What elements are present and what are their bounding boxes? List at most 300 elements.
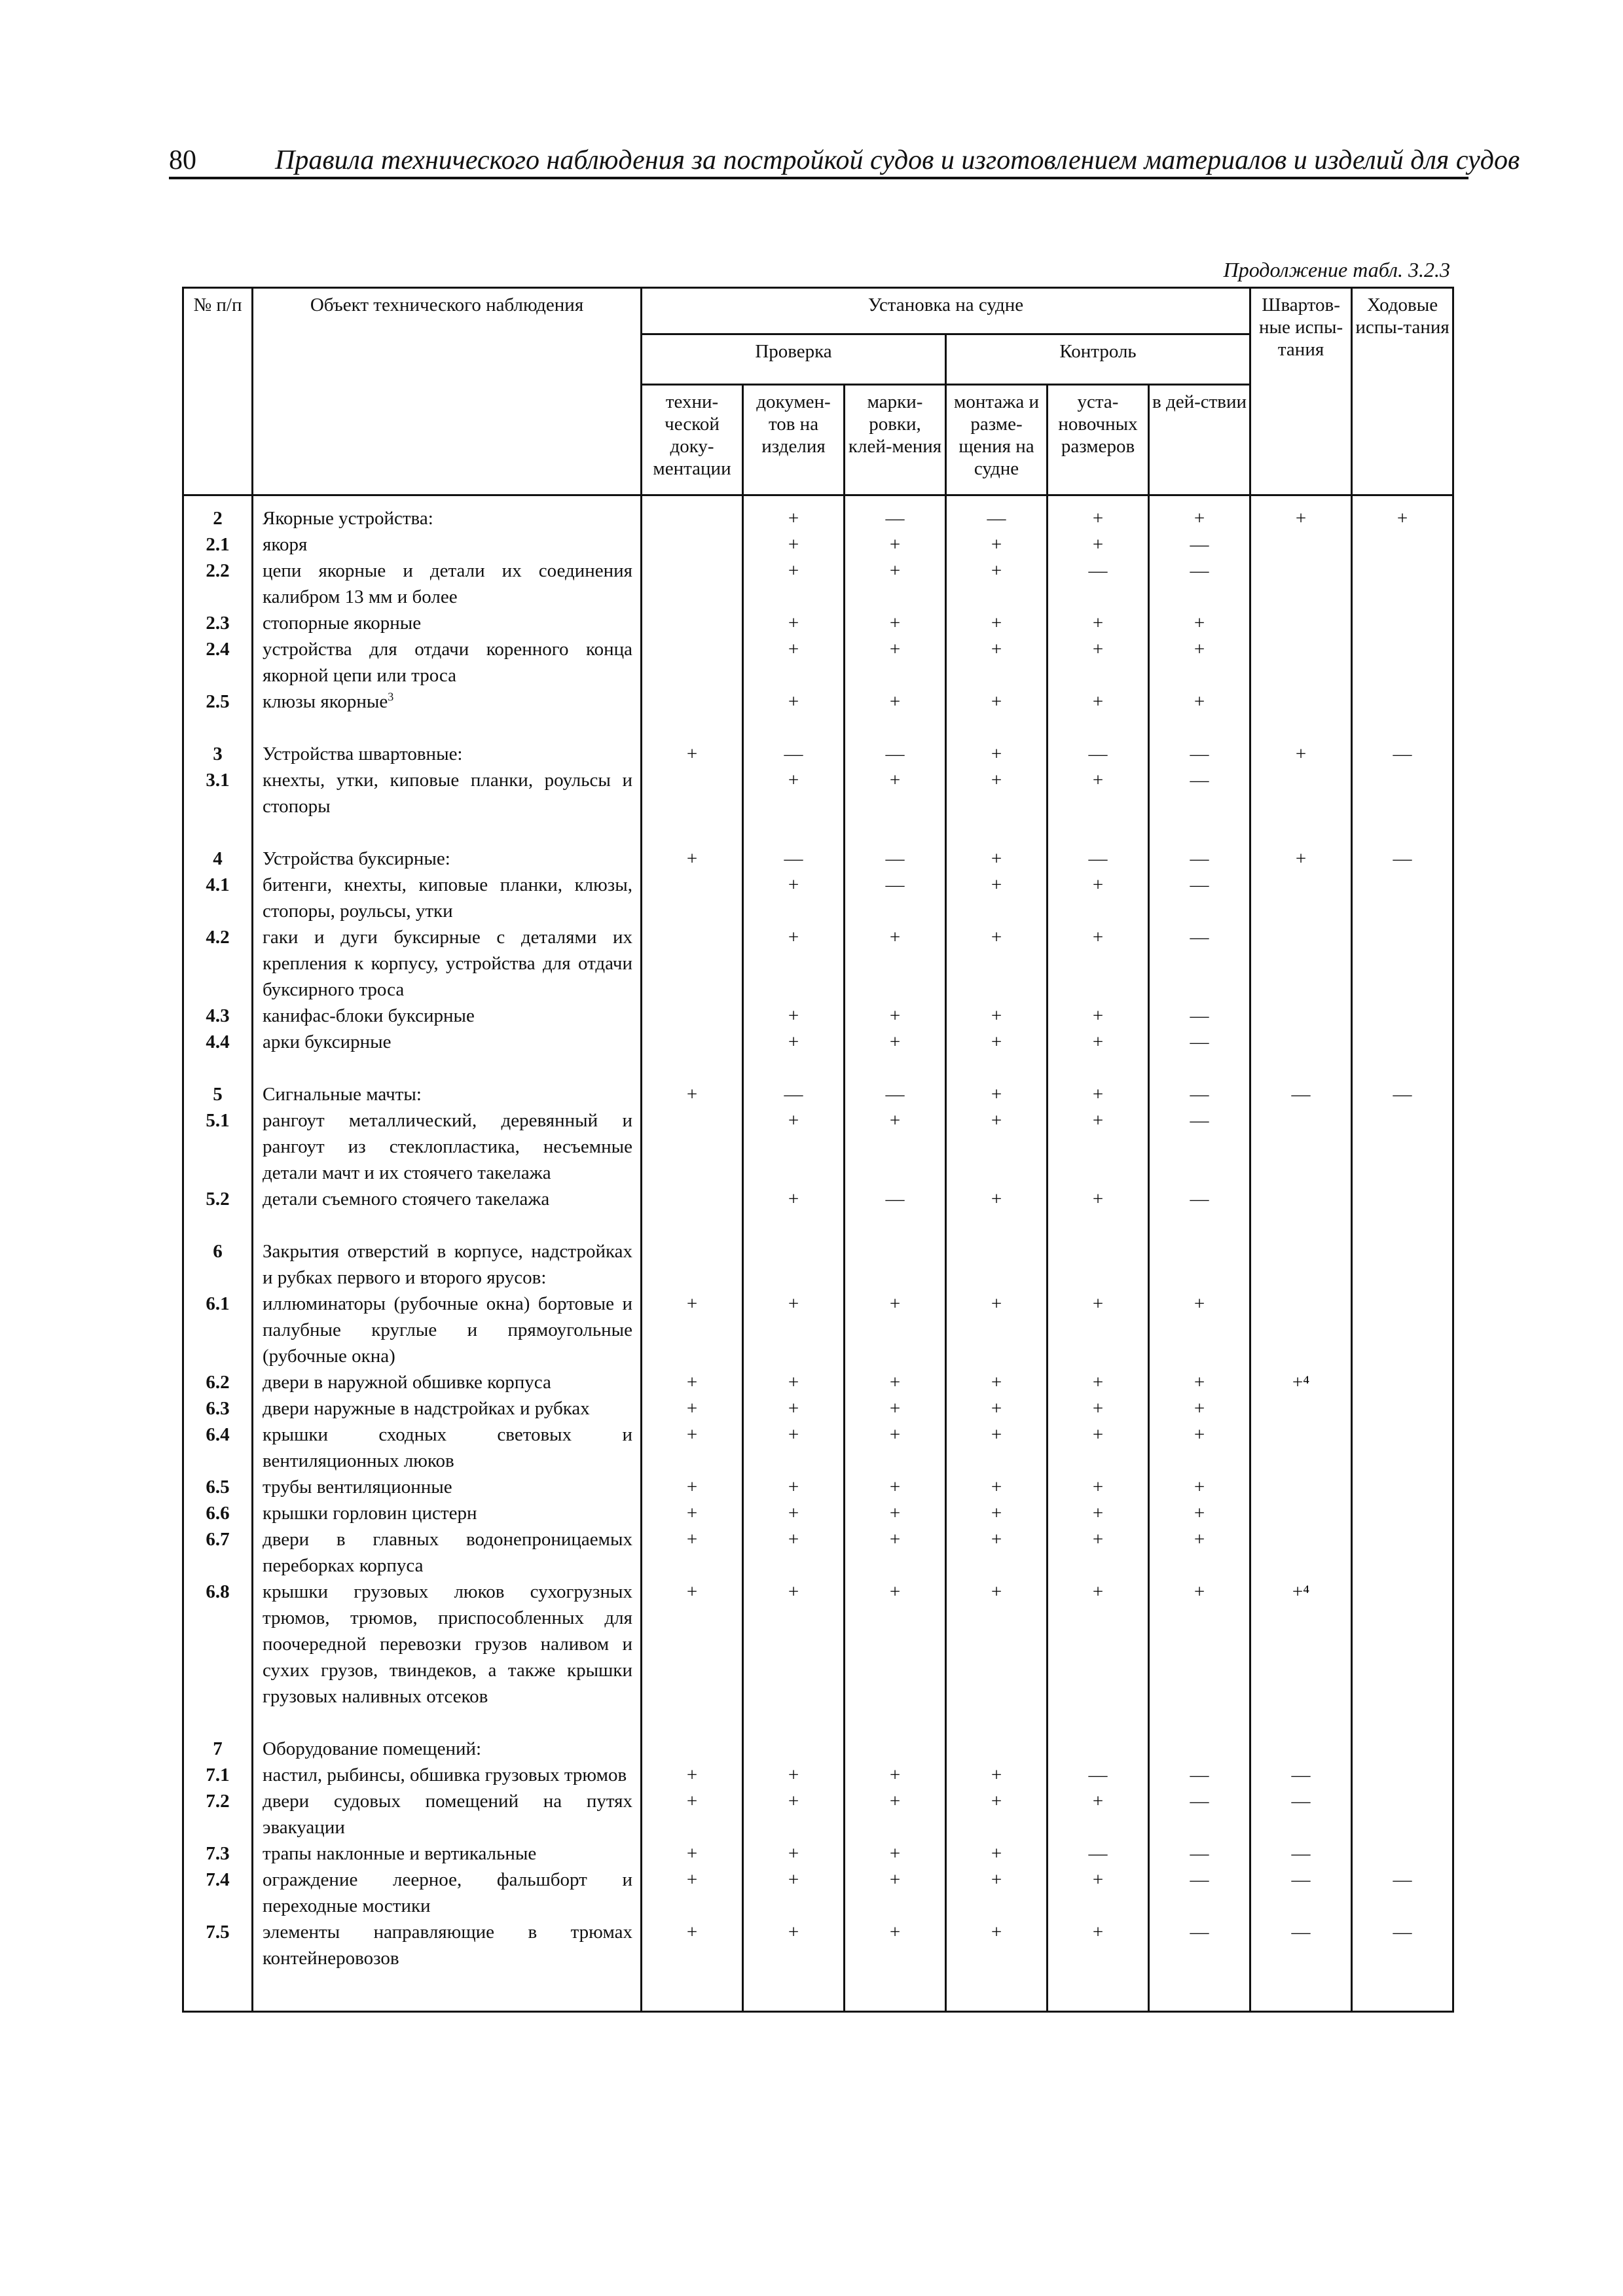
mark-cell: + [743, 1186, 845, 1212]
row-object-text: Оборудование помещений: [263, 1738, 482, 1759]
mark-cell [642, 531, 743, 558]
mark-cell [1352, 636, 1453, 689]
mark-cell: + [946, 1029, 1048, 1055]
mark-cell: + [1048, 1029, 1149, 1055]
mark-cell [642, 495, 743, 532]
mark-cell: + [642, 1422, 743, 1474]
row-object [253, 495, 642, 532]
spacer-cell [1048, 1710, 1149, 1736]
spacer-cell [642, 1710, 743, 1736]
row-object-text: иллюминаторы (рубочные окна) бортовые и палубные круглые и прямоугольные (рубочные окна) [263, 1293, 632, 1367]
mark-cell: — [845, 495, 946, 532]
row-object-text: трубы вентиляционные [263, 1477, 452, 1498]
spacer-row [183, 1710, 1453, 1736]
table-row [183, 1919, 1453, 1971]
mark-cell [1250, 1526, 1352, 1579]
mark-cell [642, 1736, 743, 1762]
row-number: 3.1 [183, 767, 253, 819]
mark-cell: — [1149, 1840, 1250, 1867]
mark-cell: + [946, 846, 1048, 872]
row-number: 6.8 [183, 1579, 253, 1710]
mark-cell: + [946, 689, 1048, 715]
table-row [183, 1736, 1453, 1762]
row-number: 6.5 [183, 1474, 253, 1500]
table-row [183, 741, 1453, 767]
mark-cell: + [1048, 924, 1149, 1003]
mark-cell: + [1048, 1186, 1149, 1212]
mark-cell: + [1149, 495, 1250, 532]
mark-cell: + [743, 872, 845, 924]
mark-cell: + [946, 1500, 1048, 1526]
spacer-cell [642, 819, 743, 846]
row-number: 5 [183, 1081, 253, 1107]
row-object [253, 1840, 642, 1867]
mark-cell: + [743, 1029, 845, 1055]
mark-cell [1250, 1238, 1352, 1291]
table-row [183, 1029, 1453, 1055]
mark-cell: — [1149, 1867, 1250, 1919]
row-object [253, 872, 642, 924]
mark-cell [1352, 1474, 1453, 1500]
mark-cell: — [1352, 741, 1453, 767]
row-object-text: Устройства швартовные: [263, 744, 463, 764]
mark-cell: — [1250, 1081, 1352, 1107]
row-number: 2.5 [183, 689, 253, 715]
row-number: 7.4 [183, 1867, 253, 1919]
mark-cell: + [1149, 636, 1250, 689]
table-row [183, 1081, 1453, 1107]
mark-cell [1352, 767, 1453, 819]
row-object-text: клюзы якорные [263, 691, 388, 712]
mark-cell [845, 1736, 946, 1762]
spacer-cell [253, 715, 642, 741]
spacer-cell [1048, 1212, 1149, 1238]
row-object-text: канифас-блоки буксирные [263, 1005, 475, 1026]
row-object-text: стопорные якорные [263, 613, 422, 634]
mark-cell: + [1048, 531, 1149, 558]
mark-cell: + [845, 558, 946, 610]
header-in-action: в дей-ствии [1149, 385, 1250, 495]
row-object-text: трапы наклонные и вертикальные [263, 1843, 537, 1864]
mark-cell [1352, 1107, 1453, 1186]
mark-cell: — [743, 741, 845, 767]
mark-cell: + [845, 1474, 946, 1500]
mark-cell: — [845, 1186, 946, 1212]
table-bottom-row [183, 1971, 1453, 2012]
spacer-row [183, 715, 1453, 741]
spacer-cell [1149, 819, 1250, 846]
mark-cell [642, 610, 743, 636]
spacer-cell [253, 819, 642, 846]
mark-cell: + [946, 610, 1048, 636]
mark-cell: + [743, 495, 845, 532]
header-install-dims: уста-новочных размеров [1048, 385, 1149, 495]
mark-cell: — [1048, 846, 1149, 872]
mark-cell: — [1250, 1762, 1352, 1788]
mark-cell: + [743, 924, 845, 1003]
mark-cell: — [1149, 531, 1250, 558]
spacer-cell [845, 1212, 946, 1238]
mark-cell: + [845, 636, 946, 689]
row-object-text: гаки и дуги буксирные с деталями их крепления к корпусу, устройства для отдачи буксирного троса [263, 927, 632, 1000]
mark-cell [642, 1107, 743, 1186]
mark-cell: + [743, 1919, 845, 1971]
mark-cell: + [1048, 1369, 1149, 1395]
mark-cell: + [1352, 495, 1453, 532]
spacer-row [183, 1055, 1453, 1081]
row-number: 6.4 [183, 1422, 253, 1474]
mark-cell: + [642, 1579, 743, 1710]
header-tech-docs: техни-ческой доку-ментации [642, 385, 743, 495]
spacer-cell [1048, 715, 1149, 741]
mark-cell: + [1149, 689, 1250, 715]
spacer-cell [1250, 819, 1352, 846]
row-number: 2.3 [183, 610, 253, 636]
mark-cell: — [1048, 1840, 1149, 1867]
mark-cell [1352, 1579, 1453, 1710]
mark-cell: — [1352, 1081, 1453, 1107]
bottom-cell [642, 1971, 743, 2012]
row-object [253, 1867, 642, 1919]
mark-cell: + [1048, 1081, 1149, 1107]
spacer-cell [743, 1212, 845, 1238]
mark-cell: + [743, 1003, 845, 1029]
spacer-row [183, 1212, 1453, 1238]
mark-cell: + [946, 1474, 1048, 1500]
mark-cell: + [1149, 1422, 1250, 1474]
row-object-text: крышки сходных световых и вентиляционных люков [263, 1424, 632, 1471]
spacer-cell [253, 1055, 642, 1081]
row-number: 6.1 [183, 1291, 253, 1369]
mark-cell: + [946, 872, 1048, 924]
mark-cell: + [1048, 1474, 1149, 1500]
mark-cell: + [946, 1867, 1048, 1919]
row-number: 5.1 [183, 1107, 253, 1186]
mark-cell: + [946, 1579, 1048, 1710]
mark-cell: + [845, 1500, 946, 1526]
mark-cell: — [1149, 1029, 1250, 1055]
row-object-text: двери наружные в надстройках и рубках [263, 1398, 590, 1419]
row-number: 7.2 [183, 1788, 253, 1840]
mark-cell: + [1048, 1867, 1149, 1919]
mark-cell: — [1048, 1762, 1149, 1788]
row-number: 4.1 [183, 872, 253, 924]
mark-cell: + [743, 1474, 845, 1500]
spacer-cell [253, 1710, 642, 1736]
mark-cell [1352, 610, 1453, 636]
table-body [183, 495, 1453, 2012]
row-object-text: ограждение леерное, фальшборт и переходные мостики [263, 1869, 632, 1916]
spacer-cell [845, 1710, 946, 1736]
row-number: 7.5 [183, 1919, 253, 1971]
bottom-cell [743, 1971, 845, 2012]
header-sea-trials: Ходовые испы-тания [1352, 288, 1453, 495]
mark-cell: + [946, 1526, 1048, 1579]
mark-cell: — [1149, 1788, 1250, 1840]
row-object-text: кнехты, утки, киповые планки, роульсы и стопоры [263, 770, 632, 817]
table-row [183, 1500, 1453, 1526]
row-object [253, 1474, 642, 1500]
mark-cell: + [1048, 767, 1149, 819]
bottom-cell [1352, 1971, 1453, 2012]
table-row [183, 495, 1453, 532]
mark-cell: + [845, 1788, 946, 1840]
inspection-table [182, 287, 1454, 2013]
table-row [183, 689, 1453, 715]
row-object-text: элементы направляющие в трюмах контейнеровозов [263, 1922, 632, 1969]
mark-cell: — [845, 741, 946, 767]
mark-cell [1250, 558, 1352, 610]
mark-cell: + [946, 924, 1048, 1003]
mark-cell: — [1149, 1919, 1250, 1971]
mark-cell: + [946, 1107, 1048, 1186]
mark-cell [1250, 924, 1352, 1003]
mark-cell: + [743, 1395, 845, 1422]
table-row [183, 1107, 1453, 1186]
header-num: № п/п [183, 288, 253, 495]
spacer-cell [1250, 1710, 1352, 1736]
mark-cell [642, 636, 743, 689]
mark-cell: + [946, 1422, 1048, 1474]
row-object-text: настил, рыбинсы, обшивка грузовых трюмов [263, 1765, 627, 1785]
spacer-cell [183, 819, 253, 846]
mark-cell: + [1048, 1919, 1149, 1971]
spacer-cell [1250, 1212, 1352, 1238]
row-object-text: Сигнальные мачты: [263, 1084, 422, 1105]
spacer-cell [743, 1055, 845, 1081]
row-number: 2.4 [183, 636, 253, 689]
running-title: Правила технического наблюдения за постройкой судов и изготовлением материалов и изделий для судов [275, 145, 1520, 175]
mark-cell [743, 1736, 845, 1762]
row-object [253, 1238, 642, 1291]
mark-cell: — [1149, 872, 1250, 924]
mark-cell [1352, 1762, 1453, 1788]
spacer-cell [743, 715, 845, 741]
mark-cell [1250, 1186, 1352, 1212]
mark-cell [845, 1238, 946, 1291]
table-row [183, 1369, 1453, 1395]
mark-cell: + [743, 1500, 845, 1526]
mark-cell: + [1149, 1579, 1250, 1710]
table-continuation-note: Продолжение табл. 3.2.3 [1223, 258, 1450, 281]
mark-cell: — [1048, 558, 1149, 610]
spacer-cell [946, 715, 1048, 741]
mark-cell: + [743, 610, 845, 636]
mark-cell [1048, 1238, 1149, 1291]
mark-cell [1250, 1474, 1352, 1500]
spacer-cell [946, 1212, 1048, 1238]
mark-cell: — [1352, 1867, 1453, 1919]
row-object [253, 741, 642, 767]
mark-cell: + [845, 1762, 946, 1788]
spacer-cell [1352, 819, 1453, 846]
mark-cell: — [1149, 767, 1250, 819]
mark-cell: — [1250, 1788, 1352, 1840]
mark-cell [1250, 1291, 1352, 1369]
table-row [183, 1422, 1453, 1474]
mark-cell: + [642, 1474, 743, 1500]
table-row [183, 531, 1453, 558]
mark-cell: — [1352, 1919, 1453, 1971]
mark-cell: + [743, 1291, 845, 1369]
row-object [253, 1395, 642, 1422]
mark-cell: + [642, 1395, 743, 1422]
mark-cell: + [1048, 1579, 1149, 1710]
mark-cell: + [1048, 1500, 1149, 1526]
header-mounting: монтажа и разме-щения на судне [946, 385, 1048, 495]
spacer-cell [1352, 1710, 1453, 1736]
row-object [253, 1291, 642, 1369]
row-number: 7.3 [183, 1840, 253, 1867]
mark-cell [642, 924, 743, 1003]
bottom-cell [1149, 1971, 1250, 2012]
mark-cell [1352, 1291, 1453, 1369]
mark-cell [1352, 1840, 1453, 1867]
mark-cell: + [743, 1579, 845, 1710]
mark-cell: + [1149, 1526, 1250, 1579]
row-number: 5.2 [183, 1186, 253, 1212]
spacer-cell [1149, 1212, 1250, 1238]
mark-cell [1352, 1500, 1453, 1526]
row-number: 2.1 [183, 531, 253, 558]
row-number: 2.2 [183, 558, 253, 610]
mark-cell: — [845, 1081, 946, 1107]
mark-cell: + [845, 1107, 946, 1186]
mark-cell: + [642, 1526, 743, 1579]
mark-cell [1250, 1422, 1352, 1474]
mark-cell [1352, 1238, 1453, 1291]
mark-cell: — [946, 495, 1048, 532]
table-row [183, 636, 1453, 689]
mark-cell: + [1149, 610, 1250, 636]
spacer-cell [946, 819, 1048, 846]
row-object [253, 1186, 642, 1212]
mark-cell [946, 1238, 1048, 1291]
spacer-cell [1352, 715, 1453, 741]
table-row [183, 1867, 1453, 1919]
mark-cell: — [1250, 1919, 1352, 1971]
mark-cell [1149, 1238, 1250, 1291]
spacer-cell [183, 1710, 253, 1736]
mark-cell: + [1149, 1369, 1250, 1395]
mark-cell: — [1149, 741, 1250, 767]
row-number: 6.6 [183, 1500, 253, 1526]
row-object-text: Закрытия отверстий в корпусе, надстройках и рубках первого и второго ярусов: [263, 1241, 632, 1288]
row-object [253, 1422, 642, 1474]
mark-cell: + [1048, 1107, 1149, 1186]
mark-cell: + [642, 741, 743, 767]
mark-cell: + [946, 1919, 1048, 1971]
mark-cell: — [743, 1081, 845, 1107]
row-object-text: двери в главных водонепроницаемых переборках корпуса [263, 1529, 632, 1576]
mark-cell: + [946, 636, 1048, 689]
row-object [253, 1500, 642, 1526]
spacer-cell [253, 1212, 642, 1238]
mark-cell [1048, 1736, 1149, 1762]
spacer-cell [1250, 715, 1352, 741]
row-object-text: рангоут металлический, деревянный и рангоут из стеклопластика, несъемные детали мачт и их стоячего такелажа [263, 1110, 632, 1183]
mark-cell: + [1048, 1003, 1149, 1029]
mark-cell: + [845, 1867, 946, 1919]
mark-cell [1352, 924, 1453, 1003]
mark-cell: + [1048, 610, 1149, 636]
mark-cell: + [845, 1003, 946, 1029]
mark-cell: + [946, 1788, 1048, 1840]
mark-cell: + [946, 1840, 1048, 1867]
mark-cell: — [1250, 1867, 1352, 1919]
mark-cell: + [946, 1762, 1048, 1788]
row-number: 7 [183, 1736, 253, 1762]
mark-cell: + [946, 558, 1048, 610]
mark-cell [1250, 1003, 1352, 1029]
mark-cell [642, 1029, 743, 1055]
mark-cell: — [1149, 1107, 1250, 1186]
table-row [183, 1788, 1453, 1840]
mark-cell [1352, 1003, 1453, 1029]
spacer-cell [642, 1055, 743, 1081]
mark-cell: — [1149, 1762, 1250, 1788]
spacer-cell [1352, 1055, 1453, 1081]
spacer-cell [845, 715, 946, 741]
mark-cell: + [845, 1422, 946, 1474]
row-number: 6.2 [183, 1369, 253, 1395]
spacer-cell [1149, 1710, 1250, 1736]
mark-cell [1352, 1395, 1453, 1422]
row-number: 7.1 [183, 1762, 253, 1788]
mark-cell: + [1048, 1395, 1149, 1422]
header-install: Установка на судне [642, 288, 1250, 334]
mark-cell: — [845, 872, 946, 924]
mark-cell [1250, 872, 1352, 924]
mark-cell: +⁴ [1250, 1579, 1352, 1710]
mark-cell: + [642, 1840, 743, 1867]
mark-cell: + [845, 1395, 946, 1422]
mark-cell: + [1149, 1395, 1250, 1422]
row-object-text: крышки горловин цистерн [263, 1503, 477, 1524]
row-object-text: Якорные устройства: [263, 508, 433, 529]
mark-cell: — [845, 846, 946, 872]
mark-cell [1250, 610, 1352, 636]
row-object-text: Устройства буксирные: [263, 848, 450, 869]
mark-cell: + [1250, 741, 1352, 767]
table-row [183, 1474, 1453, 1500]
mark-cell: + [1048, 1788, 1149, 1840]
mark-cell: + [845, 767, 946, 819]
mark-cell: + [743, 531, 845, 558]
mark-cell [1149, 1736, 1250, 1762]
mark-cell [1250, 689, 1352, 715]
row-object [253, 924, 642, 1003]
mark-cell: — [1149, 1186, 1250, 1212]
table-row [183, 610, 1453, 636]
mark-cell [1250, 1107, 1352, 1186]
mark-cell: + [1149, 1291, 1250, 1369]
mark-cell: + [845, 689, 946, 715]
page-number: 80 [169, 145, 196, 175]
mark-cell: + [1048, 636, 1149, 689]
mark-cell [1352, 1029, 1453, 1055]
mark-cell: + [946, 1003, 1048, 1029]
mark-cell: + [642, 1762, 743, 1788]
table-row [183, 846, 1453, 872]
mark-cell: + [845, 531, 946, 558]
mark-cell: + [642, 846, 743, 872]
header-rule [169, 177, 1468, 179]
mark-cell [1250, 531, 1352, 558]
mark-cell: + [743, 1526, 845, 1579]
mark-cell: + [946, 1081, 1048, 1107]
mark-cell: + [946, 1186, 1048, 1212]
